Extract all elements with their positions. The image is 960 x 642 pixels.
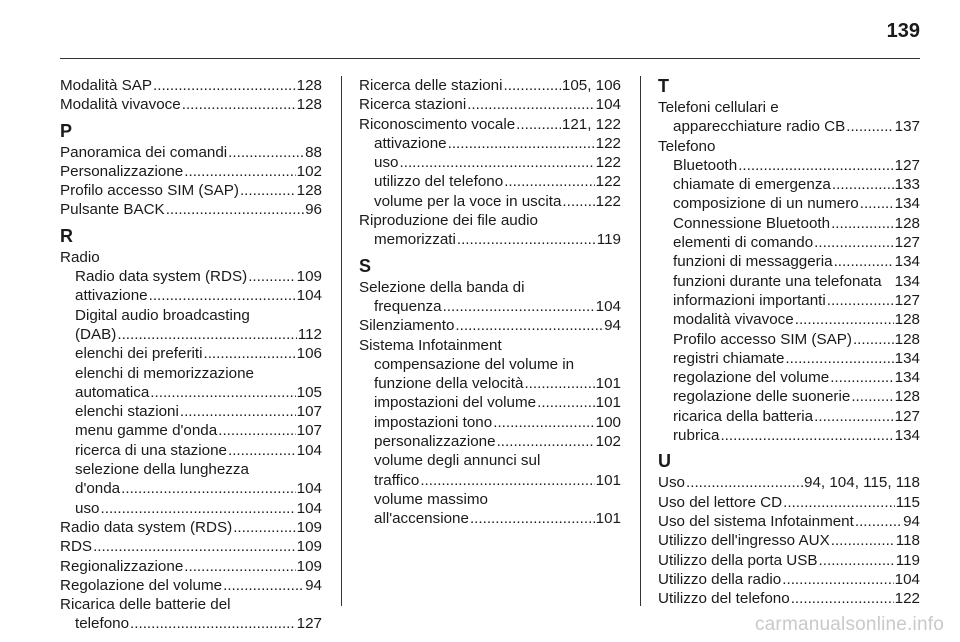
entry-term: funzione della velocità [374, 375, 524, 393]
leader-dots [228, 143, 304, 162]
entry-term: volume per la voce in uscita [374, 192, 562, 210]
entry-term: composizione di un numero [673, 195, 859, 213]
leader-dots [467, 95, 594, 114]
index-entry [658, 551, 920, 570]
leader-dots [860, 194, 894, 213]
leader-dots [830, 368, 893, 387]
entry-term: Ricerca delle stazioni [359, 77, 503, 94]
page-reference: 134 [894, 427, 920, 445]
page-reference: 119 [895, 551, 920, 569]
leader-dots [791, 589, 894, 608]
entry-term: elenchi stazioni [75, 403, 179, 421]
index-subentry [658, 310, 920, 329]
entry-term: Radio data system (RDS) [60, 518, 233, 536]
leader-dots [182, 95, 296, 114]
index-subentry [658, 387, 920, 406]
index-subentry [359, 393, 621, 412]
index-letter: U [658, 451, 671, 472]
leader-dots [448, 134, 595, 153]
entry-term: Pulsante BACK [60, 201, 165, 219]
index-subentry [359, 153, 621, 172]
index-subentry [60, 460, 322, 499]
page-reference: 101 [595, 510, 621, 528]
entry-term: informazioni importanti [673, 291, 826, 309]
leader-dots [819, 551, 895, 570]
index-subentry [359, 451, 621, 490]
entry-term: Bluetooth [673, 156, 738, 174]
entry-term: personalizzazione [374, 433, 496, 451]
page-reference: 127 [894, 291, 920, 309]
index-subentry [658, 272, 920, 291]
index-subentry [359, 432, 621, 451]
column-divider [640, 76, 641, 606]
index-subentry [60, 364, 322, 403]
page-reference: 137 [894, 118, 920, 136]
page-reference: 109 [296, 538, 322, 556]
index-entry [60, 248, 322, 267]
leader-dots [783, 493, 895, 512]
entry-term: uso [374, 154, 399, 172]
page-reference: 88 [305, 143, 322, 161]
index-entry [359, 336, 621, 355]
page-reference: 105 [296, 383, 322, 401]
leader-dots [846, 117, 893, 136]
entry-term: (DAB) [75, 325, 117, 343]
index-entry [60, 537, 322, 556]
leader-dots [831, 531, 895, 550]
leader-dots [686, 473, 803, 492]
index-entry [60, 162, 322, 181]
page-reference: 104 [296, 287, 322, 305]
index-subentry [658, 233, 920, 252]
index-subentry [658, 214, 920, 233]
entry-term: frequenza [374, 297, 442, 315]
entry-term: Selezione della banda di [359, 278, 525, 296]
index-entry [60, 518, 322, 537]
entry-term: ricarica della batteria [673, 407, 814, 425]
entry-term: Uso del lettore CD [658, 493, 783, 511]
index-subentry [359, 192, 621, 211]
page-reference: 134 [894, 349, 920, 367]
leader-dots [720, 426, 893, 445]
index-subentry [658, 407, 920, 426]
index-letter: S [359, 255, 372, 276]
entry-term: chiamate di emergenza [673, 176, 831, 194]
page-reference: 122 [595, 134, 621, 152]
entry-term: memorizzati [374, 231, 456, 249]
page-reference: 107 [296, 403, 322, 421]
leader-dots [851, 387, 893, 406]
index-subentry [60, 306, 322, 345]
page-reference: 133 [894, 176, 920, 194]
entry-term: Silenziamento [359, 317, 455, 335]
page-reference: 118 [895, 532, 920, 550]
index-subentry [60, 421, 322, 440]
entry-term: Riconoscimento vocale [359, 115, 516, 133]
index-entry [359, 115, 621, 134]
index-subentry [359, 413, 621, 432]
entry-term: regolazione del volume [673, 369, 830, 387]
entry-term: volume degli annunci sul [374, 452, 541, 470]
entry-term: utilizzo del telefono [374, 173, 504, 191]
index-entry [60, 595, 322, 634]
entry-term: Riproduzione dei file audio [359, 212, 538, 230]
leader-dots [832, 175, 894, 194]
index-entry [359, 76, 621, 95]
index-subentry [60, 344, 322, 363]
index-subentry [658, 368, 920, 387]
leader-dots [814, 233, 894, 252]
leader-dots [524, 374, 594, 393]
page-reference: 101 [595, 471, 621, 489]
entry-term: regolazione delle suonerie [673, 388, 851, 406]
page-reference: 101 [595, 375, 621, 393]
leader-dots [537, 393, 595, 412]
leader-dots [738, 156, 893, 175]
index-subentry [658, 194, 920, 213]
leader-dots [223, 576, 304, 595]
entry-term: volume massimo [374, 490, 488, 508]
page-reference: 104 [296, 480, 322, 498]
entry-term: traffico [374, 471, 420, 489]
entry-term: registri chiamate [673, 349, 785, 367]
index-column-2 [359, 76, 621, 529]
leader-dots [130, 614, 296, 633]
leader-dots [150, 383, 295, 402]
leader-dots [497, 432, 595, 451]
page-reference: 107 [296, 422, 322, 440]
entry-term: Panoramica dei comandi [60, 143, 228, 161]
entry-term: Connessione Bluetooth [673, 214, 831, 232]
page-reference: 121, 122 [561, 115, 621, 133]
entry-term: Modalità SAP [60, 77, 153, 94]
page-reference: 127 [894, 156, 920, 174]
entry-term: impostazioni del volume [374, 394, 537, 412]
leader-dots [443, 297, 595, 316]
header-rule [60, 58, 920, 59]
leader-dots [228, 441, 296, 460]
index-letter: R [60, 225, 73, 246]
page-reference: 105, 106 [561, 77, 621, 94]
leader-dots [795, 310, 894, 329]
index-letter: T [658, 76, 669, 96]
index-subentry [658, 330, 920, 349]
watermark: carmanualsonline.info [754, 614, 944, 635]
page-reference: 94 [305, 576, 322, 594]
index-column-1 [60, 76, 322, 634]
page-reference: 127 [894, 407, 920, 425]
entry-term: elenchi dei preferiti [75, 345, 203, 363]
leader-dots [827, 291, 894, 310]
page-number: 139 [886, 20, 920, 42]
leader-dots [218, 421, 295, 440]
leader-dots [233, 518, 295, 537]
page-reference: 104 [296, 441, 322, 459]
index-entry [658, 512, 920, 531]
index-subentry [359, 355, 621, 394]
entry-term: Utilizzo della radio [658, 570, 782, 588]
index-entry [60, 557, 322, 576]
index-subentry [359, 172, 621, 191]
entry-term: rubrica [673, 427, 720, 445]
page-reference: 104 [296, 499, 322, 517]
index-entry [658, 570, 920, 589]
page-reference: 128 [296, 77, 322, 94]
leader-dots [831, 214, 894, 233]
index-entry [359, 211, 621, 250]
page-reference: 94, 104, 115, 118 [804, 474, 920, 492]
index-subentry [359, 490, 621, 529]
index-letter: P [60, 120, 73, 141]
entry-term: Regolazione del volume [60, 576, 223, 594]
entry-term: Uso del sistema Infotainment [658, 512, 854, 530]
leader-dots [240, 181, 296, 200]
index-entry [658, 137, 920, 156]
entry-term: Ricerca stazioni [359, 96, 467, 114]
entry-term: Telefoni cellulari e [658, 99, 779, 116]
index-entry [658, 531, 920, 550]
index-entry [60, 95, 322, 114]
entry-term: Telefono [658, 137, 716, 155]
page-reference: 122 [595, 192, 621, 210]
entry-term: automatica [75, 383, 150, 401]
leader-dots [400, 153, 595, 172]
page-reference: 115 [895, 493, 920, 511]
leader-dots [493, 413, 594, 432]
page-reference: 134 [894, 253, 920, 271]
index-entry [658, 589, 920, 608]
leader-dots [121, 479, 296, 498]
leader-dots [101, 499, 296, 518]
index-subentry [658, 175, 920, 194]
leader-dots [153, 76, 296, 95]
index-entry [60, 576, 322, 595]
entry-term: elementi di comando [673, 234, 814, 252]
entry-term: menu gamme d'onda [75, 422, 218, 440]
leader-dots [180, 402, 296, 421]
page-reference: 119 [596, 231, 621, 249]
entry-term: funzioni durante una telefonata [673, 272, 882, 290]
entry-term: Personalizzazione [60, 162, 184, 180]
page-reference: 127 [894, 234, 920, 252]
entry-term: Utilizzo della porta USB [658, 551, 818, 569]
index-entry [359, 95, 621, 114]
page-reference: 134 [894, 369, 920, 387]
page-reference: 109 [296, 268, 322, 286]
leader-dots [504, 172, 594, 191]
leader-dots [149, 286, 296, 305]
page-reference: 101 [595, 394, 621, 412]
entry-term: attivazione [374, 134, 447, 152]
index-entry [60, 143, 322, 162]
index-subentry [60, 286, 322, 305]
page-reference: 94 [903, 512, 920, 530]
page-reference: 104 [894, 570, 920, 588]
index-column-3 [658, 76, 920, 608]
index-subentry [60, 267, 322, 286]
index-subentry [658, 156, 920, 175]
page-reference: 102 [296, 162, 322, 180]
page-reference: 94 [604, 317, 621, 335]
page-reference: 104 [595, 297, 621, 315]
page-reference: 96 [305, 201, 322, 219]
page-reference: 100 [595, 413, 621, 431]
entry-term: Profilo accesso SIM (SAP) [60, 182, 239, 200]
entry-term: Ricarica delle batterie del [60, 596, 231, 614]
entry-term: modalità vivavoce [673, 311, 794, 329]
index-subentry [658, 291, 920, 310]
index-entry [658, 473, 920, 492]
index-entry [658, 493, 920, 512]
entry-term: impostazioni tono [374, 413, 493, 431]
leader-dots [184, 557, 295, 576]
page-reference: 102 [595, 433, 621, 451]
entry-term: Regionalizzazione [60, 557, 184, 575]
entry-term: attivazione [75, 287, 148, 305]
index-entry [60, 200, 322, 219]
entry-term: Uso [658, 474, 686, 492]
leader-dots [248, 267, 295, 286]
index-subentry [658, 349, 920, 368]
leader-dots [455, 316, 603, 335]
entry-term: funzioni di messaggeria [673, 253, 833, 271]
entry-term: compensazione del volume in [374, 355, 575, 373]
entry-term: Radio data system (RDS) [75, 268, 248, 286]
leader-dots [516, 115, 561, 134]
entry-term: RDS [60, 538, 93, 556]
page-reference: 106 [296, 345, 322, 363]
index-subentry [60, 441, 322, 460]
page-reference: 128 [296, 96, 322, 114]
entry-term: all'accensione [374, 510, 469, 528]
entry-term: selezione della lunghezza [75, 461, 249, 479]
leader-dots [782, 570, 893, 589]
leader-dots [814, 407, 894, 426]
entry-term: elenchi di memorizzazione [75, 364, 254, 382]
entry-term: Profilo accesso SIM (SAP) [673, 330, 852, 348]
entry-term: Radio [60, 248, 100, 266]
leader-dots [203, 344, 295, 363]
page-reference: 128 [894, 388, 920, 406]
leader-dots [184, 162, 295, 181]
page-reference: 122 [595, 173, 621, 191]
index-subentry [60, 402, 322, 421]
index-entry [60, 76, 322, 95]
page-reference: 134 [894, 272, 920, 290]
index-entry [359, 316, 621, 335]
index-entry [60, 181, 322, 200]
index-entry [658, 98, 920, 137]
page-reference: 128 [894, 214, 920, 232]
entry-term: telefono [75, 615, 130, 633]
index-entry [359, 278, 621, 317]
entry-term: Modalità vivavoce [60, 96, 181, 114]
leader-dots [166, 200, 304, 219]
leader-dots [834, 252, 894, 271]
entry-term: apparecchiature radio CB [673, 118, 846, 136]
leader-dots [470, 509, 595, 528]
leader-dots [855, 512, 902, 531]
leader-dots [504, 76, 561, 95]
index-subentry [658, 252, 920, 271]
entry-term: d'onda [75, 480, 121, 498]
index-subentry [658, 426, 920, 445]
index-subentry [60, 499, 322, 518]
entry-term: Sistema Infotainment [359, 336, 502, 354]
page-reference: 122 [595, 154, 621, 172]
entry-term: uso [75, 499, 100, 517]
entry-term: Digital audio broadcasting [75, 306, 250, 324]
page-reference: 128 [296, 182, 322, 200]
entry-term: ricerca di una stazione [75, 441, 227, 459]
column-divider [341, 76, 342, 606]
leader-dots [853, 330, 894, 349]
page-reference: 104 [595, 96, 621, 114]
leader-dots [117, 325, 296, 344]
index-subentry [359, 134, 621, 153]
leader-dots [420, 471, 594, 490]
page-reference: 128 [894, 311, 920, 329]
leader-dots [457, 230, 596, 249]
leader-dots [785, 349, 893, 368]
page-reference: 112 [297, 325, 322, 343]
page-reference: 122 [894, 590, 920, 608]
leader-dots [93, 537, 296, 556]
page-reference: 109 [296, 518, 322, 536]
entry-term: Utilizzo dell'ingresso AUX [658, 532, 830, 550]
page-reference: 109 [296, 557, 322, 575]
leader-dots [562, 192, 594, 211]
page-reference: 127 [296, 615, 322, 633]
entry-term: Utilizzo del telefono [658, 590, 790, 608]
page-reference: 128 [894, 330, 920, 348]
page-reference: 134 [894, 195, 920, 213]
